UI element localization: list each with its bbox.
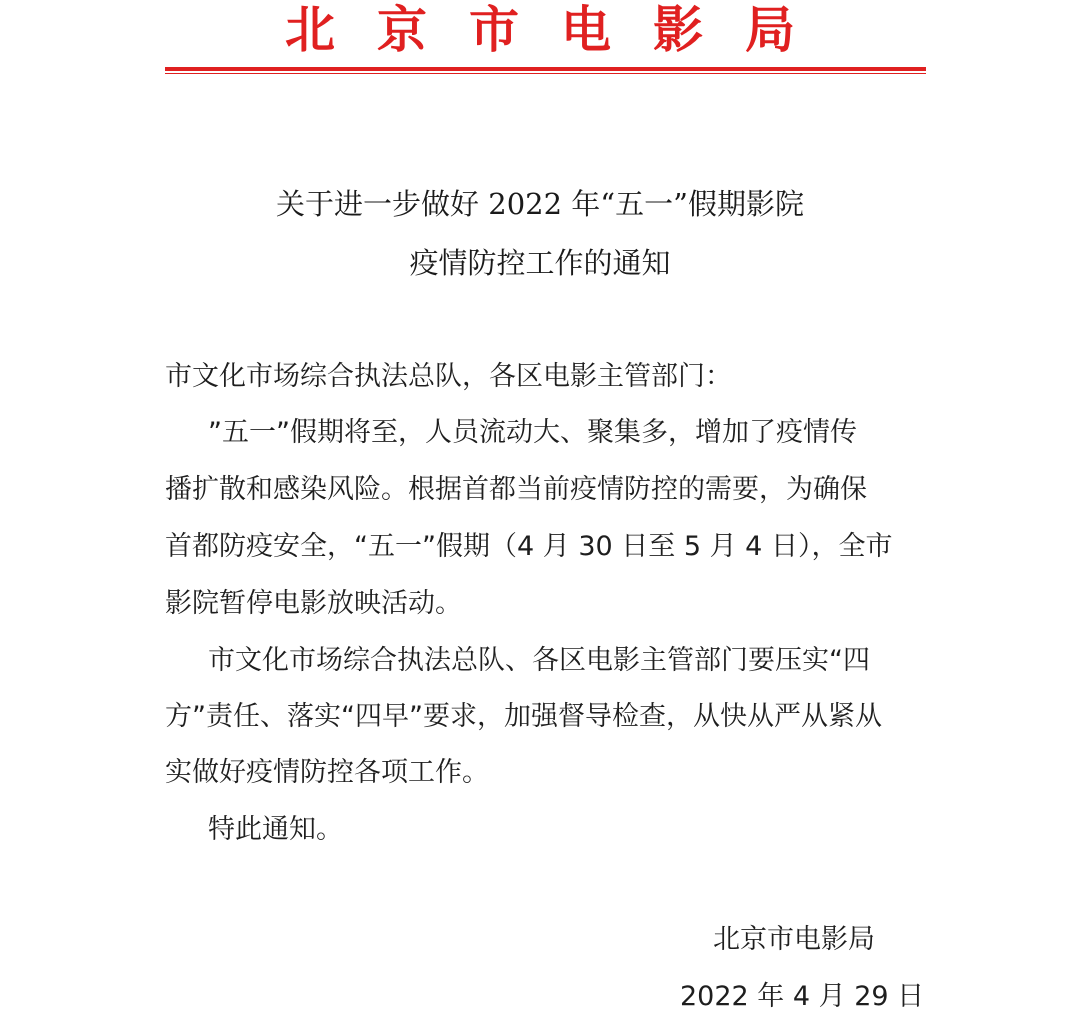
masthead-red-rule-thin bbox=[165, 73, 926, 74]
masthead-red-rule bbox=[165, 67, 926, 71]
paragraph-2-line-2: 方”责任、落实“四早”要求，加强督导检查，从快从严从紧从 bbox=[165, 701, 882, 732]
paragraph-1-line-1: ”五一”假期将至，人员流动大、聚集多，增加了疫情传 bbox=[208, 417, 857, 448]
paragraph-2-line-1: 市文化市场综合执法总队、各区电影主管部门要压实“四 bbox=[208, 645, 870, 676]
masthead-title: 北京市电影局 bbox=[285, 1, 837, 59]
signature-date: 2022 年 4 月 29 日 bbox=[680, 981, 925, 1012]
paragraph-1-line-3: 首都防疫安全，“五一”假期（4 月 30 日至 5 月 4 日），全市 bbox=[165, 531, 893, 562]
paragraph-1-line-2: 播扩散和感染风险。根据首都当前疫情防控的需要，为确保 bbox=[165, 474, 867, 505]
paragraph-1-line-4: 影院暂停电影放映活动。 bbox=[165, 588, 462, 619]
salutation: 市文化市场综合执法总队，各区电影主管部门： bbox=[165, 361, 732, 392]
signature-organization: 北京市电影局 bbox=[713, 924, 875, 955]
notice-title-line-1: 关于进一步做好 2022 年“五一”假期影院 bbox=[276, 187, 804, 221]
closing-remark: 特此通知。 bbox=[208, 814, 343, 845]
notice-title-line-2: 疫情防控工作的通知 bbox=[409, 246, 671, 280]
paragraph-2-line-3: 实做好疫情防控各项工作。 bbox=[165, 757, 489, 788]
